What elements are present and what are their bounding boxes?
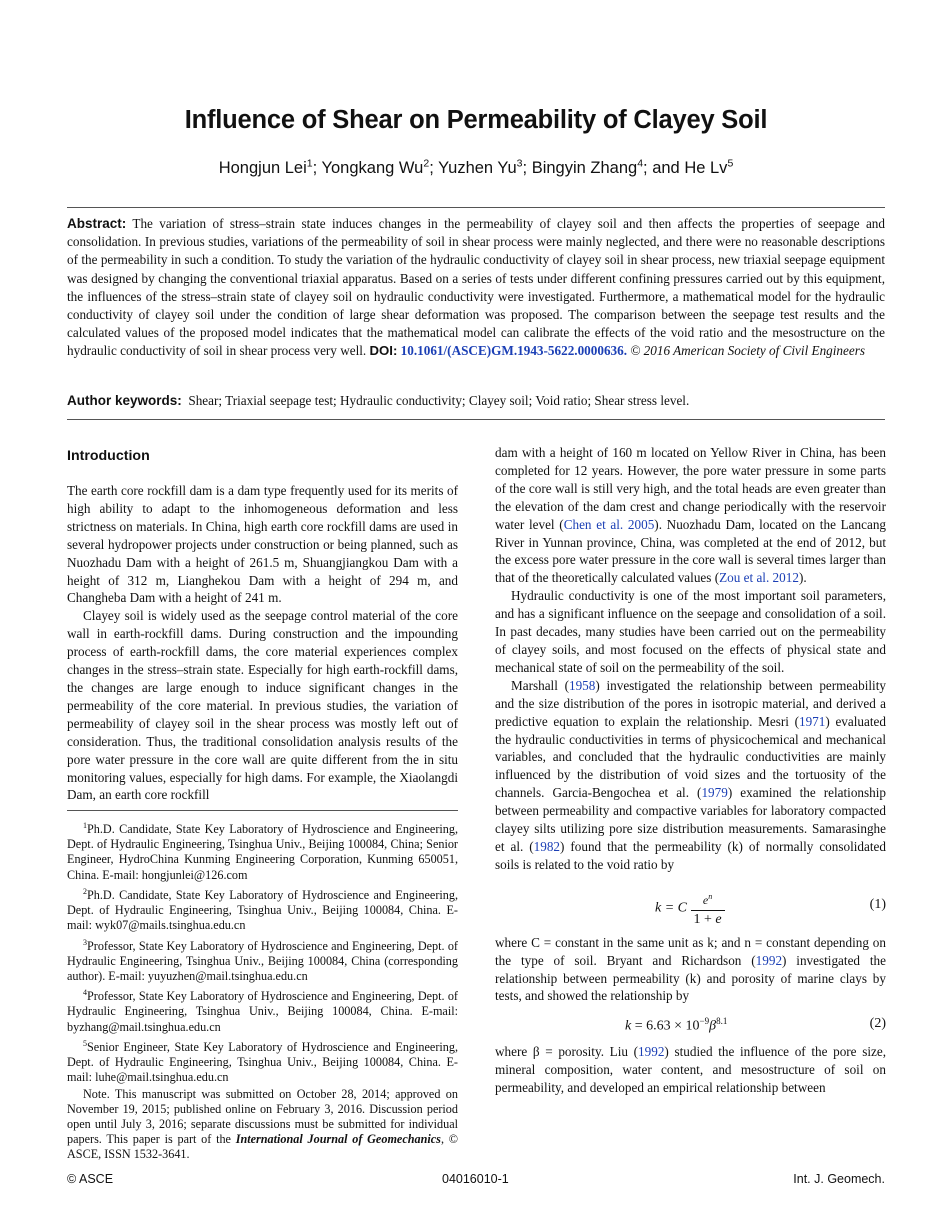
footer-page-id: 04016010-1 (442, 1172, 509, 1186)
manuscript-note: Note. This manuscript was submitted on October 28, 2014; approved on November 19, 2015; published online on February 3, 2016. Discussion period open until July 3, 2016; separate discussions must be submitted for individual papers. This paper is part of the International Journal of Geomechanics, © ASCE, ISSN 1532-3641. (67, 1086, 458, 1162)
intro-paragraph-1: The earth core rockfill dam is a dam type frequently used for its merits of high ability to adapt to the inhomogeneous deformation and less strictness on materials. In China, high earth core rockfill dams are used in several hydropower projects under construction or being planned, such as Nuozhadu Dam with a height of 261.5 m, Shuangjiangkou Dam with a height of 312 m, Lianghekou Dam with a height of 294 m, and Changheba Dam with a height of 241 m. (67, 483, 458, 606)
equation-1: k = C $\frac{e^n}{1 + e}$ (1) (495, 882, 886, 928)
keywords (67, 392, 885, 410)
abstract-top-rule (67, 207, 885, 208)
citation-chen-2005[interactable]: Chen et al. 2005 (563, 516, 655, 532)
keywords-text: Shear; Triaxial seepage test; Hydraulic conductivity; Clayey soil; Void ratio; Shear stress level. (188, 393, 690, 408)
abstract-text: The variation of stress–strain state induces changes in the permeability of clayey soil and then affects the properties of seepage and consolidation. In previous studies, variations of the permeability of soil in shear process were mainly neglected, and there were no reasonable descriptions of the permeability in such a condition. To study the variation of the hydraulic conductivity of clayey soil in shear process, new triaxial seepage equipment was designed by changing the conventional triaxial apparatus. Based on a series of tests under different confining pressures carried out by this equipment, the influences of the stress–strain state of clayey soil on hydraulic conductivity were investigated. Furthermore, a mathematical model for the hydraulic conductivity of clayey soil under the condition of large shear deformation was proposed. The comparison between the seepage test results and the calculated values of the proposed model indicates that the mathematical model can calibrate the effects of the void ratio and the mesostructure on the hydraulic conductivity of soil in shear process very well. (67, 216, 885, 359)
right-paragraph-4: where C = constant in the same unit as k; and n = constant depending on the type of soil. Bryant and Richardson (1992) investigated the relationship between permeability (k) and porosity of marine clays by tests, and showed the relationship by (495, 934, 886, 1004)
footer-copyright: © ASCE (67, 1172, 114, 1186)
left-column (67, 482, 458, 804)
footnotes (67, 818, 458, 1164)
keywords-label: Author keywords: (67, 393, 182, 408)
author-2: Yongkang Wu$^2$; (321, 157, 439, 177)
citation-samarasinghe-1982[interactable]: 1982 (533, 838, 561, 854)
footer-journal: Int. J. Geomech. (793, 1172, 885, 1186)
citation-marshall-1958[interactable]: 1958 (568, 677, 596, 693)
abstract (67, 215, 885, 361)
citation-mesri-1971[interactable]: 1971 (798, 713, 826, 729)
equation-2: $k = 6.63 \times 10^{-9}\beta^{8.1}$ (2) (625, 1016, 886, 1035)
footnote-2: $^2$Ph.D. Candidate, State Key Laboratory of Hydroscience and Engineering, Dept. of Hydraulic Engineering, Tsinghua Univ., Beijing 100084, China. E-mail: wyk07@mails.tsinghua.edu.cn (67, 886, 458, 933)
citation-zou-2012[interactable]: Zou et al. 2012 (719, 570, 799, 586)
equation-1-number: (1) (869, 896, 886, 912)
citation-bryant-1992[interactable]: 1992 (755, 952, 783, 968)
citation-liu-1992[interactable]: 1992 (638, 1044, 665, 1060)
citation-garcia-1979[interactable]: 1979 (701, 785, 728, 801)
author-5: He Lv$^5$ (684, 157, 734, 177)
right-column (495, 444, 886, 1097)
footnote-4: $^4$Professor, State Key Laboratory of Hydroscience and Engineering, Dept. of Hydraulic Engineering, Tsinghua Univ., Beijing 100084, China. E-mail: byzhang@mail.tsinghua.edu.cn (67, 988, 458, 1034)
doi-link[interactable]: 10.1061/(ASCE)GM.1943-5622.0000636. (400, 343, 628, 359)
paper-title: Influence of Shear on Permeability of Clayey Soil (184, 106, 768, 134)
author-3: Yuzhen Yu$^3$; (438, 157, 532, 177)
footnote-1: $^1$Ph.D. Candidate, State Key Laboratory of Hydroscience and Engineering, Dept. of Hydraulic Engineering, Tsinghua Univ., Beijing 100084, China; Senior Engineer, HydroChina Kunming Engineering Corporation, Kunming 650051, China. E-mail: hongjunlei@126.com (67, 821, 458, 882)
footnote-3: $^3$Professor, State Key Laboratory of Hydroscience and Engineering, Dept. of Hydraulic Engineering, Tsinghua Univ., Beijing 100084, China (corresponding author). E-mail: yuyuzhen@mail.tsinghua.edu.cn (67, 937, 458, 984)
right-paragraph-5: where β = porosity. Liu (1992) studied the influence of the pore size, mineral composition, water content, and mesostructure of soil on permeability, and developed an empirical relationship between (495, 1044, 886, 1096)
author-1: Hongjun Lei$^1$; (218, 157, 322, 177)
author-4: Bingyin Zhang$^4$; and (531, 157, 685, 177)
abstract-bottom-rule (67, 419, 885, 420)
right-paragraph-1: dam with a height of 160 m located on Yellow River in China, has been completed for 12 years. However, the pore water pressure in some parts of the core wall is still very high, and the total heads are even greater than the elevation of the dam crest and change periodically with the reservoir water level (Chen et al. 2005). Nuozhadu Dam, located on the Lancang River in Yunnan province, China, was completed at the end of 2012, but the excess pore water pressure in the core wall is several times larger than that of the theoretically calculated values (Zou et al. 2012). (495, 445, 887, 586)
copyright: © 2016 American Society of Civil Engineers (630, 343, 865, 359)
footnote-rule (67, 810, 458, 811)
right-paragraph-3: Marshall (1958) investigated the relationship between permeability and the size distribution of the pores in isotropic material, and derived a predictive equation to explain the relationship. Mesri (1971) evaluated the hydraulic conductivities in terms of physicochemical and mechanical variables, and concluded that the hydraulic conductivities are mainly influenced by the distribution of void sizes and the tortuosity of the channels. Garcia-Bengochea et al. (1979) examined the relationship between permeability and compactive variables for laboratory compacted clayey silts utilizing pore size distribution measurements. Samarasinghe et al. (1982) found that the permeability (k) of normally consolidated soils is related to the void ratio by (495, 677, 886, 872)
footnote-5: $^5$Senior Engineer, State Key Laboratory of Hydroscience and Engineering, Dept. of Hydraulic Engineering, Tsinghua Univ., Beijing 100084, China. E-mail: luhe@mail.tsinghua.edu.cn (67, 1038, 458, 1085)
intro-paragraph-2: Clayey soil is widely used as the seepage control material of the core wall in earth-rockfill dams. During construction and the impounding process of earth-rockfill dams, the core material experiences complex changes in the stress–strain state. Especially for high earth-rockfill dams, the changes are large enough to induce significant changes in the permeability of the core material. In previous studies, the variation of permeability of clayey soil in the shear process was mostly left out of consideration. Thus, the traditional consolidation analysis results of the pore water pressure in the core wall are quite different from the in situ monitoring values, especially for high dams. For example, the Xiaolangdi Dam, an earth core rockfill (67, 608, 458, 803)
equation-2-number: (2) (869, 1016, 886, 1032)
section-heading-introduction: Introduction (67, 448, 150, 464)
right-paragraph-2: Hydraulic conductivity is one of the most important soil parameters, and has a significant influence on the seepage and consolidation of a soil. In past decades, many studies have been carried out on the permeability of clayey soils, and most focused on the effects of physical state and mechanical state of soil on the permeability of the soil. (495, 588, 886, 675)
doi-label: DOI: (369, 343, 398, 359)
author-list (0, 157, 952, 178)
abstract-label: Abstract: (67, 216, 127, 231)
